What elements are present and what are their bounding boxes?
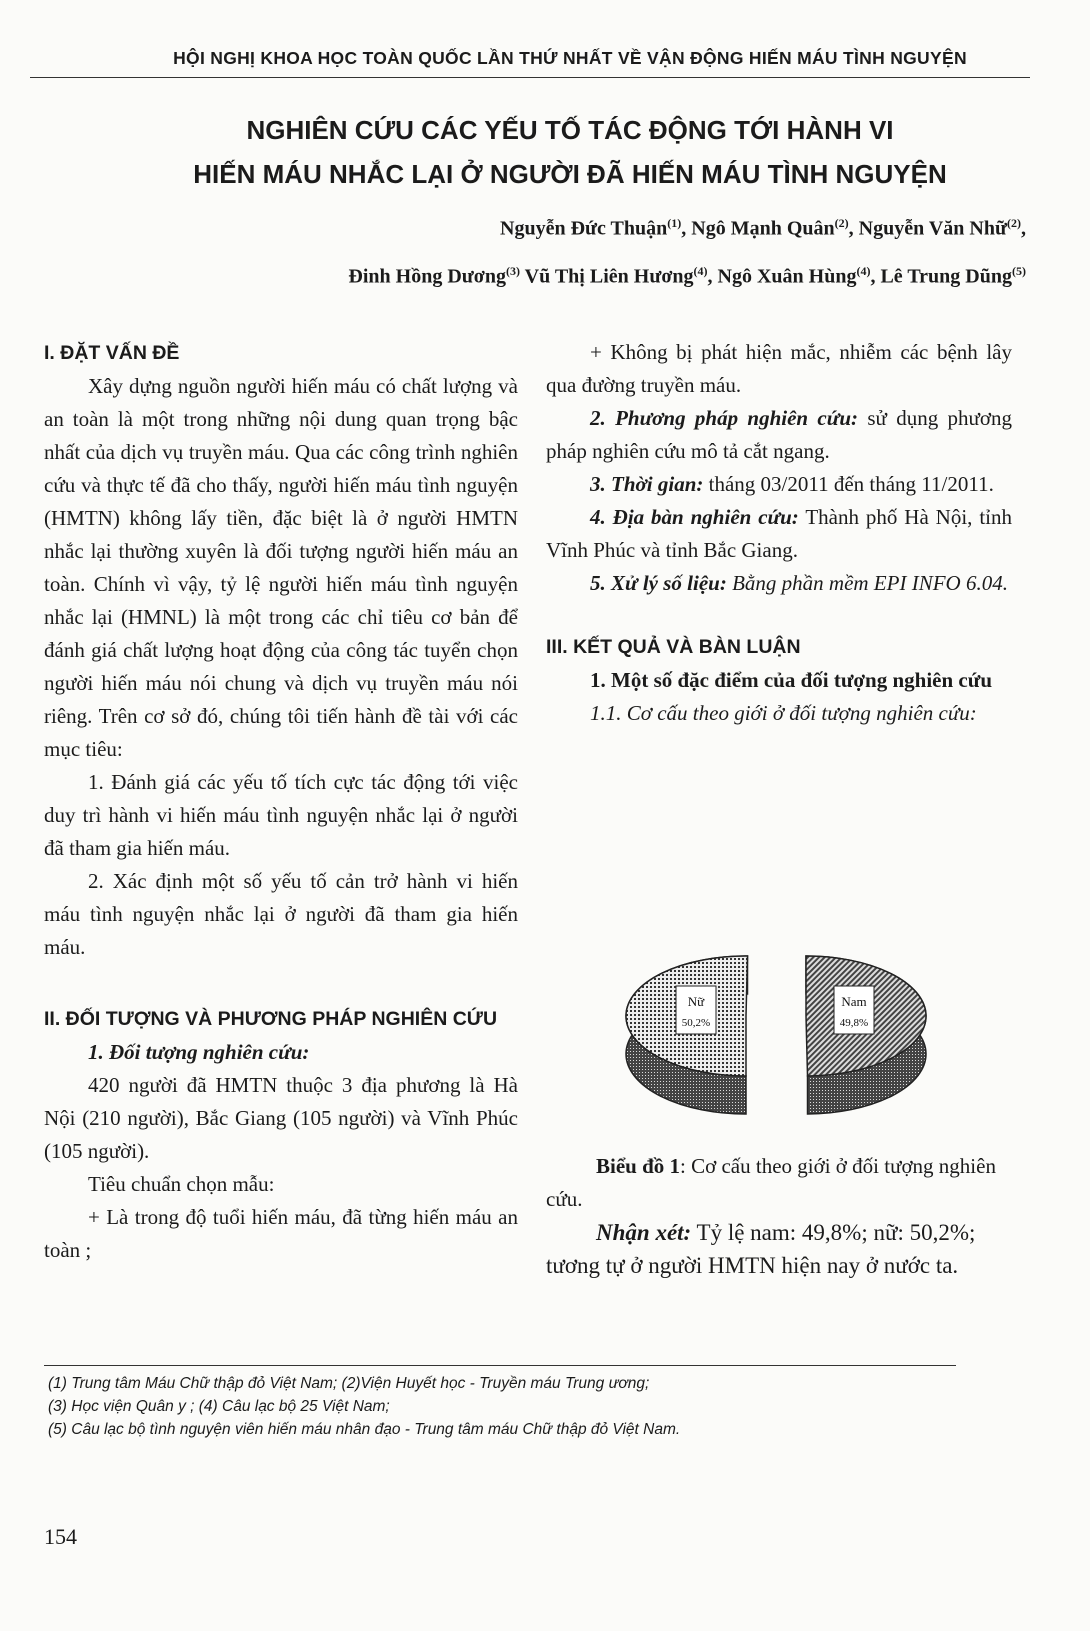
subjects-paragraph: 420 người đã HMTN thuộc 3 địa phương là Hà Nội (210 người), Bắc Giang (105 người) và Vĩnh Phúc (105 người).	[44, 1073, 518, 1163]
method-text: sử dụng phương pháp nghiên cứu mô tả cắt ngang.	[546, 406, 1013, 463]
author-affiliation: (5)	[1012, 263, 1026, 278]
figure-caption-text: : Cơ cấu theo giới ở đối tượng nghiên cứu.	[546, 1154, 996, 1211]
slice-value-label: 49,8%	[839, 1017, 869, 1029]
title-line-2: HIẾN MÁU NHẮC LẠI Ở NGƯỜI ĐÃ HIẾN MÁU TÌNH NGUYỆN	[193, 159, 947, 189]
time-label: 3. Thời gian:	[590, 472, 704, 496]
author-list	[96, 202, 1026, 297]
left-column	[44, 336, 518, 1267]
footnotes	[48, 1372, 1008, 1441]
objective-2: 2. Xác định một số yếu tố cản trở hành vi hiến máu tình nguyện nhắc lại ở người đã tham gia hiến máu.	[44, 869, 518, 959]
author-name: Nguyễn Đức Thuận	[500, 217, 668, 240]
section-1-heading: I. ĐẶT VẤN ĐỀ	[44, 342, 180, 364]
author-affiliation: (4)	[856, 263, 871, 278]
author-separator: ,	[848, 217, 859, 240]
location-item	[546, 501, 1012, 567]
time-text: tháng 03/2011 đến tháng 11/2011.	[703, 472, 994, 496]
method-item	[546, 402, 1012, 468]
subsection-subjects: 1. Đối tượng nghiên cứu:	[88, 1040, 310, 1064]
subsection-characteristics: 1. Một số đặc điểm của đối tượng nghiên cứu	[590, 668, 993, 692]
slice-value-label: 50,2%	[681, 1017, 711, 1029]
objective-1: 1. Đánh giá các yếu tố tích cực tác động tới việc duy trì hành vi hiến máu tình nguyện nhắc lại ở người đã tham gia hiến máu.	[44, 770, 518, 860]
criteria-label: Tiêu chuẩn chọn mẫu:	[88, 1172, 275, 1196]
section-2-heading: II. ĐỐI TƯỢNG VÀ PHƯƠNG PHÁP NGHIÊN CỨU	[44, 1008, 498, 1030]
right-column	[546, 336, 1012, 730]
title-line-1: NGHIÊN CỨU CÁC YẾU TỐ TÁC ĐỘNG TỚI HÀNH VI	[246, 115, 894, 145]
subsection-gender: 1.1. Cơ cấu theo giới ở đối tượng nghiên cứu:	[590, 701, 977, 725]
footnote-line: (3) Học viện Quân y ; (4) Câu lạc bộ 25 Việt Nam;	[48, 1398, 390, 1415]
location-text: Thành phố Hà Nội, tỉnh Vĩnh Phúc và tỉnh Bắc Giang.	[546, 505, 1012, 562]
method-label: 2. Phương pháp nghiên cứu:	[590, 406, 859, 430]
figure-caption	[546, 1150, 1016, 1282]
criterion-1: + Là trong độ tuổi hiến máu, đã từng hiến máu an toàn ;	[44, 1205, 518, 1262]
author-name: Lê Trung Dũng	[880, 265, 1012, 288]
remark-label: Nhận xét:	[596, 1220, 692, 1245]
data-processing-text: Bằng phần mềm EPI INFO 6.04.	[726, 571, 1008, 595]
data-processing-label: 5. Xử lý số liệu:	[590, 571, 727, 595]
author-name: Đinh Hồng Dương	[348, 265, 506, 288]
author-line-1	[96, 202, 1026, 250]
header-rule	[30, 77, 1030, 78]
paper-title	[90, 108, 1050, 196]
author-affiliation: (1)	[667, 216, 682, 230]
footnote-rule	[44, 1365, 956, 1366]
remark-text: Tỷ lệ nam: 49,8%; nữ: 50,2%; tương tự ở người HMTN hiện nay ở nước ta.	[546, 1220, 976, 1278]
criterion-2: + Không bị phát hiện mắc, nhiễm các bệnh lây qua đường truyền máu.	[546, 340, 1012, 397]
author-separator: ,	[707, 265, 718, 288]
author-name: Nguyễn Văn Nhữ	[858, 217, 1007, 240]
author-affiliation: (2)	[1007, 216, 1021, 230]
section-3-heading: III. KẾT QUẢ VÀ BÀN LUẬN	[546, 636, 801, 658]
author-separator: ,	[1021, 217, 1026, 240]
footnote-line: (5) Câu lạc bộ tình nguyện viên hiến máu nhân đạo - Trung tâm máu Chữ thập đỏ Việt Nam.	[48, 1421, 681, 1438]
time-item	[546, 468, 1012, 501]
location-label: 4. Địa bàn nghiên cứu:	[590, 505, 799, 529]
author-line-2	[96, 250, 1026, 298]
footnote-line: (1) Trung tâm Máu Chữ thập đỏ Việt Nam; (2)Viện Huyết học - Truyền máu Trung ương;	[48, 1375, 650, 1392]
slice-category-label: Nữ	[687, 994, 705, 1009]
author-affiliation: (2)	[834, 216, 849, 230]
author-separator: ,	[870, 265, 881, 288]
page-number: 154	[44, 1524, 77, 1549]
author-affiliation: (4)	[693, 263, 708, 278]
running-header: HỘI NGHỊ KHOA HỌC TOÀN QUỐC LẦN THỨ NHẤT VỀ VẬN ĐỘNG HIẾN MÁU TÌNH NGUYỆN	[173, 48, 967, 68]
author-name: Ngô Mạnh Quân	[691, 217, 835, 240]
author-affiliation: (3)	[506, 263, 520, 278]
data-processing-item	[546, 567, 1012, 600]
figure-label: Biểu đồ 1	[596, 1154, 681, 1178]
author-separator: ,	[681, 217, 692, 240]
author-name: Ngô Xuân Hùng	[717, 265, 857, 288]
slice-category-label: Nam	[841, 994, 867, 1009]
author-name: Vũ Thị Liên Hương	[524, 265, 694, 288]
gender-pie-chart	[546, 946, 1016, 1126]
section-1-paragraph: Xây dựng nguồn người hiến máu có chất lượng và an toàn là một trong những nội dung quan trọng bậc nhất của dịch vụ truyền máu. Qua các công trình nghiên cứu và thực tế đã cho thấy, người hiến máu tình nguyện (HMTN) không lấy tiền, đặc biệt là ở người HMTN nhắc lại thường xuyên là đối tượng người hiến máu an toàn. Chính vì vậy, tỷ lệ người hiến máu tình nguyện nhắc lại (HMNL) là một trong các chỉ tiêu cơ bản để đánh giá chất lượng hoạt động của công tác tuyển chọn người hiến máu nói chung và dịch vụ truyền máu nói riêng. Trên cơ sở đó, chúng tôi tiến hành đề tài với các mục tiêu:	[44, 374, 518, 761]
